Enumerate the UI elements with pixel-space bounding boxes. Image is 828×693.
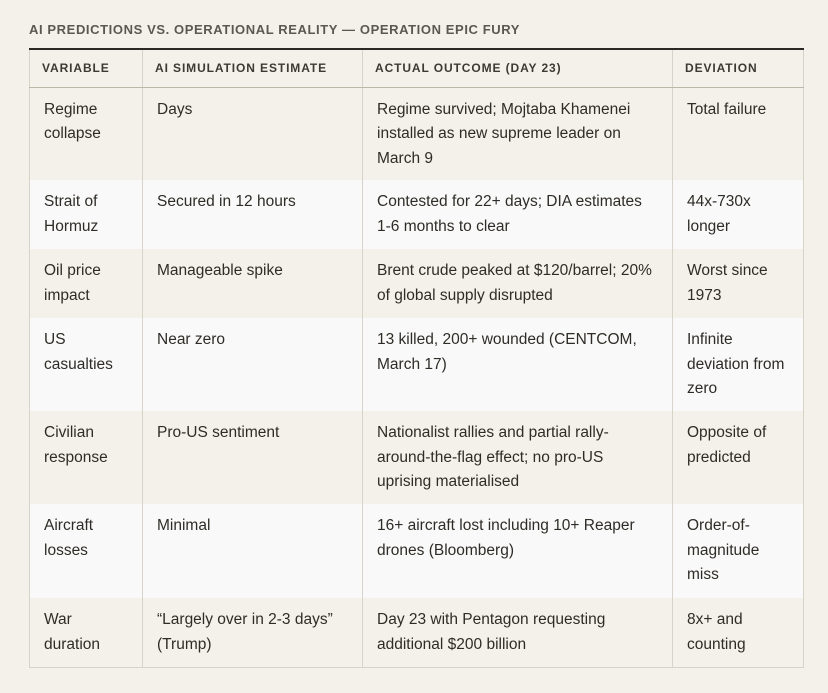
comparison-table <box>29 48 804 668</box>
header-row <box>30 49 804 87</box>
cell-variable: US casualties <box>30 318 143 411</box>
cell-deviation: 44x-730x longer <box>673 180 804 249</box>
cell-variable: Aircraft losses <box>30 504 143 598</box>
column-header-actual-outcome: ACTUAL OUTCOME (DAY 23) <box>363 49 673 87</box>
cell-variable: Civilian response <box>30 411 143 504</box>
column-header-deviation: DEVIATION <box>673 49 804 87</box>
cell-estimate: Near zero <box>143 318 363 411</box>
cell-deviation: 8x+ and counting <box>673 598 804 667</box>
cell-deviation: Order-of-magnitude miss <box>673 504 804 598</box>
column-header-ai-estimate: AI SIMULATION ESTIMATE <box>143 49 363 87</box>
cell-outcome: Nationalist rallies and partial rally-around-the-flag effect; no pro-US uprising materialised <box>363 411 673 504</box>
cell-variable: Strait of Hormuz <box>30 180 143 249</box>
cell-outcome: 13 killed, 200+ wounded (CENTCOM, March 17) <box>363 318 673 411</box>
table-row <box>30 411 804 504</box>
table-title: AI PREDICTIONS VS. OPERATIONAL REALITY — OPERATION EPIC FURY <box>29 22 521 37</box>
table-row <box>30 87 804 180</box>
cell-variable: War duration <box>30 598 143 667</box>
table-row <box>30 249 804 318</box>
cell-outcome: Contested for 22+ days; DIA estimates 1-6 months to clear <box>363 180 673 249</box>
cell-estimate: Pro-US sentiment <box>143 411 363 504</box>
cell-estimate: Days <box>143 87 363 180</box>
cell-outcome: Day 23 with Pentagon requesting additional $200 billion <box>363 598 673 667</box>
cell-deviation: Worst since 1973 <box>673 249 804 318</box>
cell-deviation: Total failure <box>673 87 804 180</box>
cell-estimate: “Largely over in 2-3 days” (Trump) <box>143 598 363 667</box>
table-row <box>30 598 804 667</box>
cell-deviation: Opposite of predicted <box>673 411 804 504</box>
cell-variable: Oil price impact <box>30 249 143 318</box>
cell-deviation: Infinite deviation from zero <box>673 318 804 411</box>
cell-estimate: Secured in 12 hours <box>143 180 363 249</box>
column-header-variable: VARIABLE <box>30 49 143 87</box>
cell-outcome: 16+ aircraft lost including 10+ Reaper drones (Bloomberg) <box>363 504 673 598</box>
cell-estimate: Minimal <box>143 504 363 598</box>
table-row <box>30 180 804 249</box>
cell-outcome: Regime survived; Mojtaba Khamenei installed as new supreme leader on March 9 <box>363 87 673 180</box>
table-row <box>30 504 804 598</box>
cell-variable: Regime collapse <box>30 87 143 180</box>
cell-outcome: Brent crude peaked at $120/barrel; 20% of global supply disrupted <box>363 249 673 318</box>
table-row <box>30 318 804 411</box>
cell-estimate: Manageable spike <box>143 249 363 318</box>
